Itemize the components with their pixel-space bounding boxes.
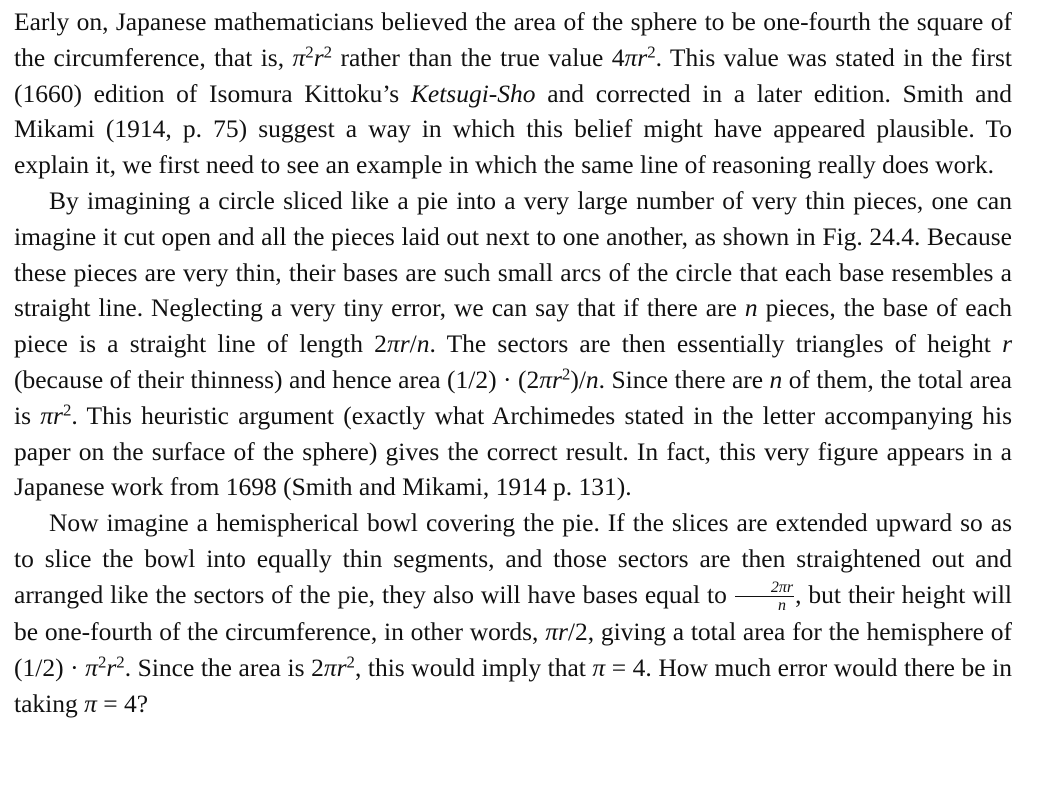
fraction-numerator: 2πr <box>735 579 794 597</box>
paragraph-1 <box>14 4 1012 183</box>
text-run: . Since there are <box>598 364 770 394</box>
text-run: Early on, Japanese mathematicians believed the area of the sphere to be one-fourth the square of the circumference, that is, <box>14 7 1012 72</box>
text-run: = 4. How much error would there be in taking <box>14 652 1012 718</box>
text-run: /2, giving a total area for the hemisphere of (1/2) · <box>14 616 1012 682</box>
math-variable: πr <box>40 400 63 430</box>
math-variable: n <box>585 364 599 394</box>
text-run: rather than the true value 4 <box>332 42 625 72</box>
math-variable: n <box>416 329 430 359</box>
text-run: . This value was stated in the first (1660) edition of Isomura Kittoku’s <box>14 42 1012 108</box>
math-variable: r <box>313 42 324 72</box>
text-run: Now imagine a hemispherical bowl covering the pie. If the slices are extended upward so as to slice the bowl into equally thin segments, and those sectors are then straightened out and arranged like the sectors of the pie, they also will have bases equal to <box>14 508 1012 609</box>
superscript: 2 <box>561 364 571 384</box>
text-run: )/ <box>570 364 586 394</box>
text-run: , this would imply that <box>354 652 593 682</box>
document-page <box>14 4 1012 721</box>
inline-fraction <box>735 579 794 614</box>
text-run: = 4? <box>96 688 149 718</box>
math-variable: πr <box>323 652 347 682</box>
superscript: 2 <box>323 42 333 62</box>
text-run: (because of their thinness) and hence area (1/2) · (2 <box>14 364 540 394</box>
superscript: 2 <box>116 652 125 672</box>
superscript: 2 <box>97 652 107 672</box>
text-run: , but their height will be one-fourth of the circumference, in other words, <box>14 579 1012 646</box>
superscript: 2 <box>346 652 355 672</box>
text-run: . The sectors are then essentially triangles of height <box>429 329 1003 359</box>
math-variable: n <box>769 364 783 394</box>
superscript: 2 <box>62 400 72 420</box>
paragraph-2 <box>14 183 1012 505</box>
book-title: Ketsugi-Sho <box>410 78 536 108</box>
math-variable: π <box>292 42 306 72</box>
text-run: . Since the area is 2 <box>124 652 324 682</box>
text-run: By imagining a circle sliced like a pie into a very large number of very thin pieces, one can imagine it cut open and all the pieces laid out next to one another, as shown in Fig. 24.4. Because these pieces are very thin, their bases are such small arcs of the circle that each base resembles a straight line. Neglecting a very tiny error, we can say that if there are <box>14 185 1012 323</box>
text-run: / <box>409 329 417 359</box>
text-run: and corrected in a later edition. Smith and Mikami (1914, p. 75) suggest a way in which this belief might have appeared plausible. To explain it, we first need to see an example in which the same line of reasoning really does work. <box>14 78 1012 180</box>
fraction-denominator: n <box>777 596 786 614</box>
paragraph-3 <box>14 505 1012 721</box>
superscript: 2 <box>305 42 314 62</box>
math-variable: r <box>106 652 117 682</box>
text-run: of them, the total area is <box>14 364 1012 430</box>
math-variable: π <box>592 652 606 682</box>
text-run: . This heuristic argument (exactly what Archimedes stated in the letter accompanying his paper on the surface of the sphere) gives the correct result. In fact, this very figure appears in a Japanese work from 1698 (Smith and Mikami, 1914 p. 131). <box>14 400 1013 502</box>
math-variable: π <box>84 688 97 718</box>
math-variable: π <box>85 652 98 682</box>
math-variable: πr <box>624 42 648 72</box>
math-variable: πr <box>539 364 562 394</box>
text-run: pieces, the base of each piece is a straight line of length 2 <box>14 293 1013 359</box>
math-variable: πr <box>386 329 410 359</box>
math-variable: r <box>1002 329 1012 359</box>
superscript: 2 <box>647 42 656 62</box>
math-variable: n <box>744 293 758 323</box>
math-variable: πr <box>545 616 568 646</box>
